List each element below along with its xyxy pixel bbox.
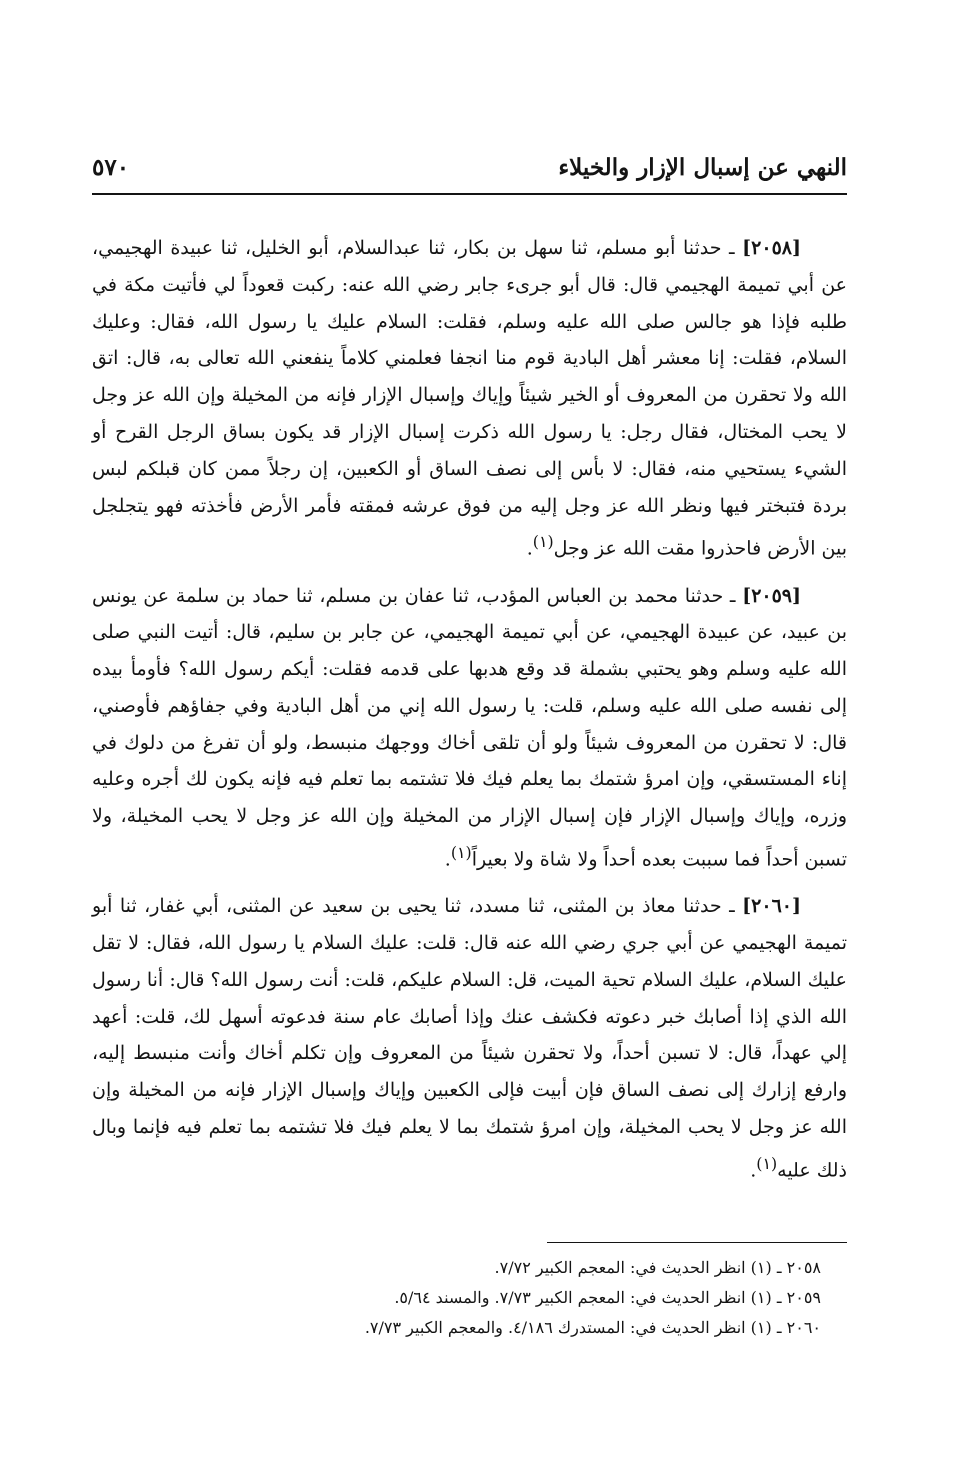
- hadith-text: ـ حدثنا معاذ بن المثنى، ثنا مسدد، ثنا يحيى بن سعيد عن المثنى، أبي غفار، ثنا أبو تميمة الهجيمي عن أبي جري رضي الله عنه قال: قلت: عليك السلام يا رسول الله، فقال: لا تقل عليك السلام، عليك السلام تحية الميت، قل: السلام عليكم، قلت: أنت رسول الله؟ قال: أنا رسول الله الذي إذا أصابك خبر دعوته فكشف عنك وإذا أصابك عام سنة فدعوته أسهل لك، قلت: أعهد إلي عهداً، قال: لا تسبن أحداً، ولا تحقرن شيئاً من المعروف وإن تكلم أخاك وأنت منبسط إليه، وارفع إزارك إلى نصف الساق فإن أبيت فإلى الكعبين وإياك وإسبال الإزار فإنه من المخيلة وإن الله عز وجل لا يحب المخيلة، وإن امرؤ شتمك بما لا يعلم فيك فلا تشتمه بما تعلم فيه فإنما وبال ذلك عليه: [92, 895, 847, 1182]
- chapter-title: النهي عن إسبال الإزار والخيلاء: [558, 154, 847, 181]
- hadith-text: ـ حدثنا أبو مسلم، ثنا سهل بن بكار، ثنا عبدالسلام، أبو الخليل، ثنا عبيدة الهجيمي، عن أبي تميمة الهجيمي قال: قال أبو جرىء جابر رضي الله عنه: ركبت قعوداً لي فأتيت مكة في طلبه فإذا هو جالس صلى الله عليه وسلم، فقلت: السلام عليك يا رسول الله، فقال: وعليك السلام، فقلت: إنا معشر أهل البادية قوم منا انجفا فعلمني كلاماً ينفعني الله تعالى به، قال: اتق الله ولا تحقرن من المعروف أو الخير شيئاً وإياك وإسبال الإزار فإنه من المخيلة وإن الله عز وجل لا يحب المختال، فقال رجل: يا رسول الله ذكرت إسبال الإزار قد يكون بساق الرجل القرح أو الشيء يستحيي منه، فقال: لا بأس إلى نصف الساق أو الكعبين، إن رجلاً ممن كان قبلكم لبس بردة فتبختر فيها ونظر الله عز وجل إليه من فوق عرشه فمقته فأمر الأرض فأخذته فهو يتجلجل بين الأرض فاحذروا مقت الله عز وجل: [92, 237, 848, 560]
- hadith-number: [٢٠٦٠]: [742, 895, 801, 918]
- paragraph-end: .: [750, 1159, 757, 1182]
- hadith-paragraph-2058: [92, 230, 847, 568]
- page-number: ٥٧٠: [92, 154, 130, 181]
- hadith-number: [٢٠٥٨]: [742, 237, 801, 259]
- header-rule: [92, 193, 847, 195]
- running-header: [92, 152, 847, 188]
- hadith-paragraph-2060: [92, 888, 847, 1189]
- footnote-ref: (١): [450, 843, 472, 863]
- hadith-text: ـ حدثنا محمد بن العباس المؤدب، ثنا عفان بن مسلم، ثنا حماد بن سلمة عن يونس بن عبيد، عن عبيدة الهجيمي، عن أبي تميمة الهجيمي، عن جابر بن سليم، قال: أتيت النبي صلى الله عليه وسلم وهو يحتبي بشملة قد وقع هدبها على قدمه فقلت: أيكم رسول الله؟ فأومأ بيده إلى نفسه صلى الله عليه وسلم، قلت: يا رسول الله إني من أهل البادية وفي جفاؤهم فأوصني، قال: لا تحقرن من المعروف شيئاً ولو أن تلقى أخاك ووجهك منبسط، ولو أن تفرغ من دلوك في إناء المستسقي، وإن امرؤ شتمك بما يعلم فيك فلا تشتمه بما تعلم فيه فإنه يكون لك أجره وعليه وزره، وإياك وإسبال الإزار فإن إسبال الإزار من المخيلة وإن الله عز وجل لا يحب المخيلة، ولا تسبن أحداً فما سببت بعده أحداً ولا شاة ولا بعيراً: [92, 584, 847, 871]
- footnote-list: [92, 1253, 847, 1343]
- footnote-ref: (١): [532, 532, 554, 552]
- paragraph-end: .: [526, 537, 533, 560]
- footnotes: [92, 1242, 847, 1343]
- footnote-2059: ٢٠٥٩ ـ (١) انظر الحديث في: المعجم الكبير ٧/٧٣. والمسند ٥/٦٤.: [394, 1288, 821, 1307]
- footnote-2058: ٢٠٥٨ ـ (١) انظر الحديث في: المعجم الكبير ٧/٧٢.: [494, 1258, 821, 1277]
- footnote-rule: [547, 1242, 847, 1243]
- hadith-paragraph-2059: [92, 578, 847, 879]
- footnote-2060: ٢٠٦٠ ـ (١) انظر الحديث في: المستدرك ٤/١٨٦. والمعجم الكبير ٧/٧٣.: [364, 1318, 821, 1337]
- paragraph-end: .: [444, 848, 451, 871]
- main-text: [92, 230, 847, 1189]
- footnote-ref: (١): [756, 1153, 778, 1173]
- hadith-number: [٢٠٥٩]: [742, 584, 802, 607]
